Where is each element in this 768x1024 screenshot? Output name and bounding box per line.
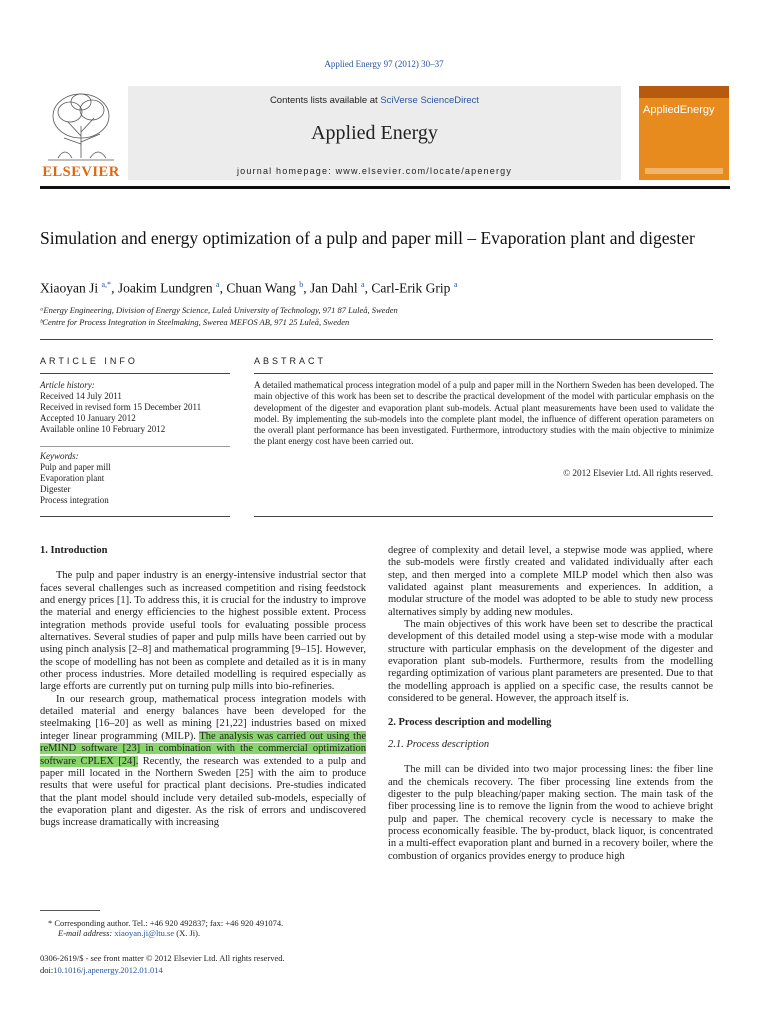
intro-paragraph-2 [40, 694, 366, 830]
contents-prefix: Contents lists available at [269, 95, 381, 106]
sciencedirect-link[interactable]: SciVerse ScienceDirect [380, 95, 480, 106]
cover-title: AppliedEnergy [643, 104, 715, 116]
author-name: Jan Dahl [310, 280, 358, 296]
author-affiliation-mark[interactable]: a [361, 280, 365, 289]
author-name: Chuan Wang [226, 280, 296, 296]
author-affiliation-mark[interactable]: a [216, 280, 220, 289]
keywords-block [40, 451, 250, 506]
abstract-copyright: © 2012 Elsevier Ltd. All rights reserved. [563, 468, 713, 478]
history-online: Available online 10 February 2012 [40, 424, 166, 434]
subsection-2-1-heading: 2.1. Process description [388, 738, 490, 750]
keywords-label: Keywords: [40, 451, 79, 461]
history-accepted: Accepted 10 January 2012 [40, 413, 136, 423]
corresponding-author-footnote [40, 918, 283, 938]
affiliation-a: ᵃEnergy Engineering, Division of Energy Science, Luleå University of Technology, 971 87 Luleå, Sweden [40, 305, 398, 315]
article-info-rule [40, 373, 230, 374]
affiliation-b: ᵇCentre for Process Integration in Steelmaking, Swerea MEFOS AB, 971 25 Luleå, Sweden [40, 317, 350, 327]
author-affiliation-mark[interactable]: a [453, 280, 458, 289]
abstract-text: A detailed mathematical process integration model of a pulp and paper mill in the Northern Sweden has been developed. The main objective of this work has been set to describe the practical development of the model with particular emphasis on the development of the digester and evaporation plant sub-models. Actual plant measurements have been used to validate the model. By implementing the sub-models into the complete plant model, the influence of different operation parameters on the overall plant performance has been investigated. Furthermore, introductory studies with the main objective to minimize the plant energy cost have been carried out. [254, 380, 714, 447]
footnote-contact: * Corresponding author. Tel.: +46 920 492837; fax: +46 920 491074. [48, 918, 284, 928]
abstract-heading: ABSTRACT [254, 356, 327, 366]
email-suffix: (X. Ji). [176, 928, 201, 938]
section-divider [40, 339, 713, 340]
history-revised: Received in revised form 15 December 2011 [40, 402, 202, 412]
doi-label: doi: [40, 965, 54, 975]
article-title: Simulation and energy optimization of a pulp and paper mill – Evaporation plant and digester [40, 228, 695, 248]
author-name: Carl-Erik Grip [371, 280, 451, 296]
email-link[interactable]: xiaoyan.ji@ltu.se [114, 928, 175, 938]
highlighted-text[interactable]: The analysis was carried out using the reMIND software [23] in combination with the commercial optimization software CPLEX [24]. [40, 730, 366, 767]
journal-homepage[interactable]: journal homepage: www.elsevier.com/locate/apenergy [236, 166, 513, 176]
contents-line [128, 95, 621, 106]
history-received: Received 14 July 2011 [40, 391, 122, 401]
issn-line: 0306-2619/$ - see front matter © 2012 Elsevier Ltd. All rights reserved. [40, 953, 285, 963]
keyword: Evaporation plant [40, 473, 105, 483]
journal-cover-image [639, 86, 729, 180]
header-rule [40, 186, 730, 189]
right-paragraph-1: degree of complexity and detail level, a stepwise mode was applied, where the sub-models were firstly created and validated individually after each step, and then merged into a complete MILP model which then also was validated against plant measurements and experiences. In addition, a modular structure of the model was adopted to be able to study new process alternatives simply by adding new modules. [388, 545, 713, 618]
right-column [388, 545, 713, 863]
email-label: E-mail address: [58, 928, 113, 938]
author-affiliation-mark[interactable]: a,* [101, 280, 112, 289]
author-name: Joakim Lundgren [117, 280, 213, 296]
doi-link[interactable]: 10.1016/j.apenergy.2012.01.014 [53, 965, 163, 975]
abstract-rule [254, 373, 713, 374]
right-paragraph-3: The mill can be divided into two major processing lines: the fiber line and the chemicals recovery. The fiber processing line extends from the digester to the pulp bleaching/paper making section. The main task of the fiber processing line is to remove the lignin from the wood to achieve bright pulp and paper. The chemical recovery cycle is necessary to make the process economically feasible. The by-product, black liquor, is concentrated in a multi-effect evaporation plant and burned in a recovery boiler, where the combustion of organics provides energy to produce high [388, 764, 713, 862]
introduction-heading: 1. Introduction [40, 545, 108, 556]
info-bottom-rule [40, 516, 230, 517]
footnote-rule [40, 910, 100, 911]
history-label: Article history: [40, 380, 95, 390]
intro-p2-end: Recently, the research was extended to a pulp and paper mill located in the Northern Sweden [25] with the aim to produce results that were useful for practical plant decisions. Pre-studies indicated that the plant model should include very detailed sub-models, especially of the evaporation plant and digester. As the risk of errors and undiscovered bugs increase dramatically with increasing [40, 755, 366, 829]
right-paragraph-2: The main objectives of this work have been set to describe the practical development of this detailed model using a step-wise mode with a modular structure with particular emphasis on the development of the digester and evaporation plant sub-models. Furthermore, results from the modelling regarding optimization of various plant parameters are presented. Due to that the modelling approach is applied on a specific case, the results cannot be considered to be general. However, the approach itself is. [388, 619, 713, 705]
author-list: Xiaoyan Ji $^{a,*}$, Joakim Lundgren $^a$, Chuan Wang $^b$, Jan Dahl $^a$, Carl-Erik Grip $^a$ [40, 280, 458, 296]
elsevier-wordmark: ELSEVIER [42, 164, 120, 180]
article-info-heading: ARTICLE INFO [40, 356, 138, 366]
journal-reference[interactable]: Applied Energy 97 (2012) 30–37 [324, 59, 444, 69]
abstract-bottom-rule [254, 516, 713, 517]
keyword: Pulp and paper mill [40, 462, 111, 472]
intro-p2-start: In our research group, mathematical process integration models with detailed material and energy balances have been developed for the steelmaking [16–20] as well as mining [21,22] industries based on mixed integer linear programming (MILP). [40, 693, 366, 742]
author-name: Xiaoyan Ji [40, 280, 99, 296]
info-divider [40, 446, 230, 447]
author-affiliation-mark[interactable]: b [299, 280, 304, 289]
keyword: Process integration [40, 495, 109, 505]
left-column [40, 545, 366, 830]
keyword: Digester [40, 484, 71, 494]
article-history [40, 380, 250, 435]
journal-name: Applied Energy [311, 122, 438, 144]
section-2-heading: 2. Process description and modelling [388, 717, 552, 729]
intro-paragraph-1: The pulp and paper industry is an energy-intensive industrial sector that faces several challenges such as increased competition and rising feedstock and energy prices [1]. To address this, it is crucial for the industry to improve the material and energy efficiencies to the highest possible extent. Process integration methods provide useful tools for evaluating possible process alternatives. Several studies of paper and pulp mills have been carried out by using pinch analysis [2–8] and mathematical programming [9–15]. However, the scope of modelling has not been as complete and detailed as it is in many other process industries. More detailed modelling is required especially as large efforts are currently put on turning pulp mills into bio-refineries. [40, 570, 366, 693]
page-footer [40, 952, 285, 976]
